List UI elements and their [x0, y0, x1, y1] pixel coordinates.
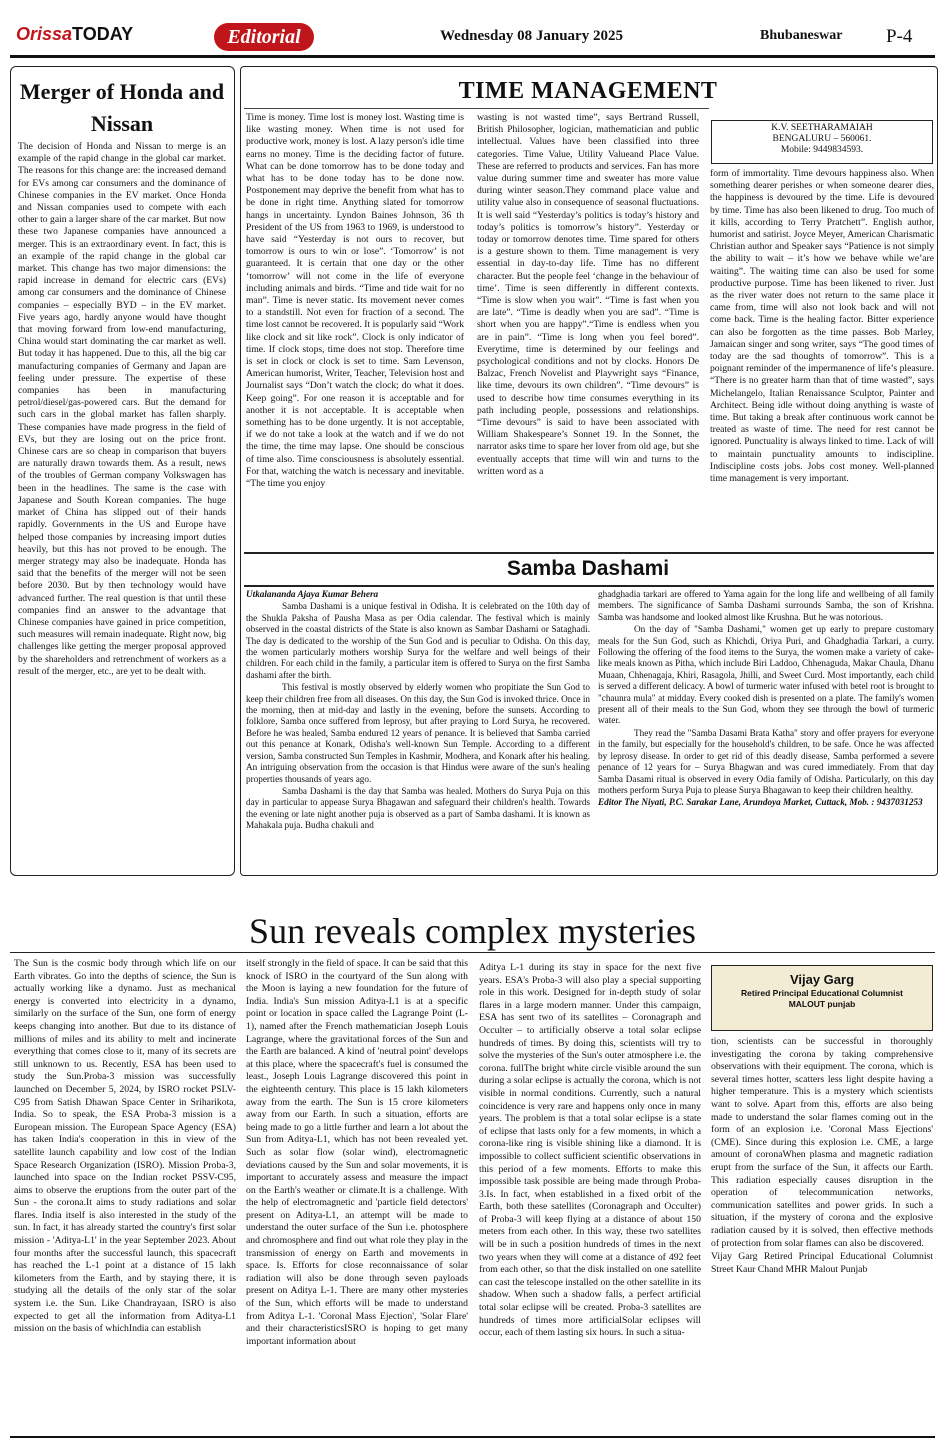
page-bottom-rule: [10, 1436, 935, 1438]
sun-author-name: Vijay Garg: [789, 972, 855, 987]
logo-today-text: TODAY: [72, 24, 134, 44]
masthead-rule: [10, 55, 935, 58]
samba-byline: Utkalananda Ajaya Kumar Behera: [246, 589, 379, 599]
samba-column-1: [246, 589, 590, 871]
samba-headline-rule: [244, 585, 934, 587]
time-column-1: [246, 112, 464, 548]
time-column-3: [710, 168, 934, 548]
samba-top-rule: [244, 552, 934, 554]
samba-col2-para1: ghadghadia tarkari are offered to Yama again for the long life and wellbeing of all family members. The significance of Samba Dashami surrounds Samba, the son of Krishna. Samba was handsome and looked almost like Krushna. But he was notorious.: [598, 589, 934, 622]
samba-author-note: Editor The Niyati, P.C. Sarakar Lane, Arundoya Market, Cuttack, Mob. : 9437031253: [598, 797, 923, 808]
sun-col4-text: tion, scientists can be successful in thoroughly investigating the corona by taking comprehensive observations with their equipment. The corona, which is several times hotter, scatters less light despite having a higher temperature. This is a mystery which scientists want to solve. Apart from this, efforts are also being made to understand the solar flames coming out in the form of an explosion i.e. 'Coronal Mass Ejections' (CME). Since during this explosion i.e. CME, a large amount of coronaWhen plasma and magnetic radiation erupt from the surface of the Sun, it affects our Earth. This radiation especially causes disruption in the operation of telecommunication networks, communication satellites and power grids. In such a situation, if the mystery of corona and the explosive radiation caused by it is solved, then effective methods of protection from solar flames can also be discovered.: [711, 1036, 933, 1249]
time-author-box: [711, 120, 933, 164]
sun-author-place: MALOUT punjab: [788, 999, 856, 1009]
edition-city: Bhubaneswar: [760, 28, 843, 43]
samba-col2-para2: On the day of "Samba Dashami," women get up early to prepare customary meals for the Sun God, such as Khichdi, Oriya Puri, and Ghadghadia Tarkari, a curry. Following the offering of the food items to the Surya, the women make a variety of cake-like meals known as Pitha, which include Biri Laddoo, Chhenaguda, Makar Chaula, Dhanu Muaan, Chhenagaja, Khiri, Rasagola, Jhilli, and Sweet Curd. Most importantly, each child is served a different delicacy. A bowl of turmeric water infused with betel root is brought to "chaunra mula" at midday. Every cooked dish is presented on a plate. The family's women present all of their meals to the Sun God, whom they see through the bowl of turmeric water.: [598, 624, 934, 726]
sun-author-role: Retired Principal Educational Columnist: [741, 988, 903, 998]
sun-headline-rule: [10, 952, 935, 953]
time-headline: TIME MANAGEMENT: [458, 78, 718, 104]
sun-col1-text: The Sun is the cosmic body through which life on our Earth vibrates. Go into the depths of science, the Sun is actually working like a dynamo. Just as mechanical energy is converted into electricity in a dynamo, similarly on the surface of the Sun, one form of energy keeps changing into another. But due to its distance of millions of miles and its ability to melt and incinerate everything that comes close to it, many of its secrets are still unknown to us. Recently, ESA has been used to study the Sun.Proba-3 mission was successfully launched on December 5, 2024, by ISRO rocket PSLV-C95 from Satish Dhawan Space Center in Sriharikota, India. So to speak, the ESA Proba-3 mission is a European mission. The European Space Agency (ESA) has taken India's cooperation in this in view of the satellite launch capability and low cost of the Indian Space Research Organization (ISRO). Mission Proba-3, launched into space on the Indian rocket PSSV-C95, aims to observe the eruptions from the outer part of the Sun - the corona.It aims to study radiations and solar flares. India itself is also interested in the study of the sun. In fact, it has already started the country's first solar mission - 'Aditya-L1' in the year September 2023. About four months after the successful launch, this spacecraft has reached the L-1 point at a distance of 15 lakh kilometers from the Earth, and by staying there, it is studying all the details of the only star of the solar system i.e. the Sun. Like Chandrayaan, ISRO is also expected to get all the information from Aditya-L1 mission on the basis of whichIndia can establish: [14, 958, 236, 1335]
samba-col1-para2: This festival is mostly observed by elderly women who propitiate the Sun God to keep their children free from all diseases. On this day, the Sun God is invoked thrice. Once in the morning, then at mid-day and lastly in the evening, before the sunsets. According to folklore, Samba once suffered from leprosy, but after praying to Lord Surya, he recovered. Before he was healed, Samba endured 12 years of penance. It is believed that Samba carried out this penance at Konark, Odisha's well-known Sun Temple. According to a different version, Samba constructed Sun Temples in Kashmir, Modhera, and Konark after his healing. An intriguing observation from the occasion is that Hindus were aware of the sun's healing properties thousands of years ago.: [246, 682, 590, 784]
time-col2-text: wasting is not wasted time”, says Bertrand Russell, British Philosopher, logician, mathematician and public intellectual. Values have been classified into three categories. Time Value, Utility Valueand Place Value. These are referred to products and services. Fan has more value during summer time and sweater has more value during winter season.They command place value and utility value also in consequence of seasonal fluctuations. It is well said “Yesterday’s politics is today’s history and today’s politics is tomorrow’s history”. Yesterday or today or tomorrow denotes time. Time spared for others is a gesture shown to them. Time management is very essential in day-to-day life. Time has no different character. But the people feel ‘change in the behaviour of time’. Time is seen differently in different contexts. “Time is slow when you wait”. “Time is fast when you are late”. “Time is deadly when you are sad”. “Time is short when you are happy”.“Time is endless when you are in pain”. “Time is long when you feel bored”. Everytime, time is determined by our feelings and psychological conditions and not by clocks. Honors De Balzac, French Novelist and Playwright says “Finance, like time, devours its own children”. “Time devours” is used to describe how time consumes everything in its path including people, possessions and relationships. “Time devours” is said to have been associated with William Shakespeare’s Sonnet 19. In the Sonnet, the narrator asks time to spare her lover from old age, but she eventually accepts that time will win and turns to the written word as a: [477, 112, 699, 477]
sun-column-4: [711, 1036, 933, 1434]
time-col1-text: Time is money. Time lost is money lost. Wasting time is like wasting money. When time is not used for productive work, money is lost. A lazy person's idle time earns no money. Time is the deciding factor of future. What can be done tomorrow has to be done today and what has to be done today has to be done now. Postponement may deprive the benefit from what has to be done in right time. Anything slated for tomorrow hangs in uncertainty. Lyndon Baines Johnson, 36 th President of the US from 1963 to 1969, is understood to have said “Yesterday is not ours to recover, but tomorrow is ours to win or lose”. ‘Tomorrow’ is not guaranteed. It is certain that one day or the other ‘tomorrow’ will not come in the life of everyone including animals and birds. “Time and tide wait for no man”. Time is never static. Its movement never comes to a standstill. Not even for fraction of a second. The time lost cannot be recovered. It is popularly said “Work like clock and sit like rock”. Clock is only indicator of time. If clock stops, time does not stop. Therefore time is set in clock or clock is set to time. Sam Levenson, American humorist, Writer, Teacher, Television host and Journalist says “Don’t watch the clock; do what it does. Keep going”. For one reason it is acceptable and for another it is not acceptable. It is acceptable when something has to be done urgently. It is not acceptable, if we do not take a look at the watch and if we do not the time, the time may lapse. One should be conscious of time also. Time consciousness is absolutely essential. For that, watching the watch is necessary and inevitable. “The time you enjoy: [246, 112, 464, 490]
section-badge: Editorial: [214, 23, 314, 51]
honda-headline: Merger of Honda and Nissan: [19, 79, 225, 136]
logo-orissa-text: Orissa: [16, 24, 73, 44]
sun-headline: Sun reveals complex mysteries: [249, 911, 696, 951]
samba-column-2: [598, 589, 934, 871]
issue-date: Wednesday 08 January 2025: [440, 28, 623, 44]
honda-text: The decision of Honda and Nissan to merge is an example of the rapid change in the global car market. The reasons for this change are: the increased demand for EVs among car consumers and the dominance of Chinese companies in the EV market. Once Honda and Nissan companies used to compete with each other to gain a larger share of the car market. But now these two Japanese companies have announced a merger. This is an extraordinary event. In fact, this is an example of the rapid change in the global car market. This change has two major dimensions: the rapid increase in demand for electric cars (EVs) among car consumers and the dominance of Chinese companies – especially BYD – in the EV market. Five years ago, hardly anyone would have thought that moving forward from low-end manufacturing, China would start dominating the car market as well. But today it has happened. Due to this, all the big car manufacturing companies of Germany and Japan are feeling under pressure. The expertise of these companies has been in manufacturing petrol/diesel/gas-powered cars. But the demand for such cars in the global market has fallen sharply. These companies have made progress in the field of EVs, but they are losing out on the price front. Chinese cars are so cheap in comparison that buyers are naturally drawn towards them. As a result, news of the troubles of German company Volkswagen has been in the headlines. The same is the case with Japanese and South Korean companies. The huge market of China has slipped out of their hands rapidly. Governments in the US and Europe have helped those companies by increasing import duties heavily, but this has not proved to be enough. The merger strategy may also be inadequate. Honda has said that the benefits of the merger will not be seen before 2030. But by then technology would have advanced further. The real question is that until these companies find an answer to the advantage that Chinese companies have gained in price competition, such measures will remain inadequate. Right now, big challenges like getting the merger proposal approved by the shareholders and retrenchment of workers as a result of the merger, etc., are yet to be dealt with.: [18, 141, 226, 677]
sun-column-1: [14, 958, 236, 1434]
samba-headline: Samba Dashami: [506, 557, 670, 580]
sun-column-2: [246, 958, 468, 1434]
samba-col2-para3: They read the "Samba Dasami Brata Katha" story and offer prayers for everyone in the family, but especially for the household's children, to be safe. Once he was affected by leprosy disease. In order to get rid of this deadly disease, Samba performed a severe penance of 12 years for – Surya Bhagwan and was cured immediately. From that day Samba Dasami ritual is observed in every Odia family of Odisha. Particularly, on this day mothers perform Surya Puja to please Surya Bhagawan to keep their children healthy.: [598, 727, 934, 795]
newspaper-logo[interactable]: [16, 24, 146, 46]
sun-col2-text: itself strongly in the field of space. It can be said that this knock of ISRO in the courtyard of the Sun along with the Moon is laying a new foundation for the future of India. India's Sun mission Aditya-L1 is at a specific point or location in space called the Lagrange Point (L-1), named after the French mathematician Joseph Louis Lagrange, where the gravitational forces of the Sun and the Earth are balanced. A kind of 'neutral point' develops at this place, where the spacecraft's fuel is consumed the least., Joseph Louis Lagrange discovered this point in the eighteenth century. This place is 15 lakh kilometers away from the earth. The Sun is 15 crore kilometers away from our Earth. In such a situation, efforts are being made to go a little further and learn a lot about the Sun from Aditya-L1, which has not been revealed yet. Such as solar flow (solar wind), electromagnetic deviations caused by the Sun and solar movements, it is important to accurately assess and measure the impact on the Earth's weather or climate.It is a challenge. With the help of electromagnetic and 'particle field detectors' present on Aditya-L1, an attempt will be made to understand the outer surface of the Sun i.e. photosphere and chromosphere and find out what role they play in the transmission of energy on Earth and movements in space. Is. Efforts for close reconnaissance of solar radiation will also be done through seven payloads present on Aditya L-1. There are many other mysteries of the Sun, which efforts will be made to understand from Aditya L-1. 'Coronal Mass Ejection', 'Solar Flare' and their characteristicsISRO is hoping to get many important information about: [246, 958, 468, 1347]
samba-col1-para1: Samba Dashami is a unique festival in Odisha. It is celebrated on the 10th day of the Shukla Paksha of Pausha Masa as per Odia calendar. The festival which is mainly observed in the coastal districts of the State is also known as Sambar Dashami or Sataghadi. The day is dedicated to the worship of the Sun God and is peculiar to Odisha. On this day, the women particularly mothers worship Surya for the welfare and well beings of their children. For each child in the family, a particular item is offered to Surya on the first Samba dashami after the birth.: [246, 601, 590, 680]
time-headline-rule: [244, 108, 709, 109]
page-number: P-4: [886, 26, 913, 47]
samba-col1-para3: Samba Dashami is the day that Samba was healed. Mothers do Surya Puja on this day in particular to appease Surya Bhagawan and safeguard their children's health. Towards the evening or late night another puja is observed as a part of Samba dashami. It is known as Mahakala puja. Budha chakuli and: [246, 785, 590, 831]
time-author-name: K.V. SEETHARAMAIAH: [771, 123, 873, 133]
time-author-place: BENGALURU – 560061.: [772, 134, 872, 144]
sun-column-3: [479, 962, 701, 1434]
honda-body: [18, 141, 226, 871]
time-author-mobile: Mobile: 9449834593.: [780, 145, 864, 155]
sun-signoff: Vijay Garg Retired Principal Educational Columnist Street Kaur Chand MHR Malout Punjab: [711, 1251, 933, 1275]
sun-author-box: [711, 965, 933, 1031]
sun-col3-text: Aditya L-1 during its stay in space for the next five years. ESA's Proba-3 will also play a special supporting role in this work. Designed for in-depth study of solar flares in a large modern manner. Under this campaign, ESA has sent two of its satellites – Coronagraph and Occulter – to artificially observe a total solar eclipse hundreds of times. By doing this, scientists will try to solve the mysteries of the Sun's outer atmosphere i.e. the corona. fullThe bright white circle visible around the sun during a solar eclipse is actually the corona, which is not visible in normal conditions. Currently, such a natural coincidence is very rare and happens only once in many years. The problem is that a total solar eclipse is a state of eclipse that lasts only for a few moments, in which a corona-like ring is visible shining like a diamond. It is impossible to collect sufficient scientific observations in this period of a few moments. Efforts to make this impossible task possible are being made through Proba-3.Is. In fact, when established in a fixed orbit of the Earth, both these satellites (Coronagraph and Occulter) of Proba-3 will keep flying at a distance of about 150 meters from each other. In this way, these two satellites will be in such a position hundreds of times in the next two years when they will come at a distance of 492 feet from each other, so that the disk installed on one satellite can cast the telescope installed on the other satellite in its shadow. When such a shadow falls, a perfect artificial total solar eclipse will be created. Proba-3 satellites are hundreds of times more artificialSolar eclipses will occur, each of them lasting six hours. In such a situa-: [479, 962, 701, 1339]
time-col3-text: form of immortality. Time devours happiness also. When something dearer perishes or when someone dearer dies, the happiness is devoured by the time. Life is devoured by time. Time has also been likened to drug. Too much of it kills, according to Terry Pratchett”. English author, humorist and satirist. Joyce Meyer, American Charismatic Christian author and Speaker says “Patience is not simply the ability to wait – it’s how we behave while we’are waiting”. The waiting time can also be used for some productive purpose. Time has been likened to river. Just as the river water does not return to the same place it came from, time will also not look back and will not come back. Time is the healing factor. Bitter experience can also be forgotten as the time passes. Bob Marley, Jamaican singer and song writer, says “The good times of today are the sad thoughts of tomorrow”. This is a poignant reminder of the impermanence of life’s pleasure. “There is no greater harm than that of time wasted”, says Michelangelo, Italian Renaissance Sculptor, Painter and Architect. Being idle without doing anything is waste of time. But taking a break after continuous work cannot be treated as waste of time. The need for rest cannot be ignored. Punctuality is always linked to time. Lack of will to maintain punctuality amounts to indiscipline. Indiscipline costs jobs. Jobs cost money. Well-planned time management is very important.: [710, 168, 934, 485]
time-column-2: [477, 112, 699, 548]
